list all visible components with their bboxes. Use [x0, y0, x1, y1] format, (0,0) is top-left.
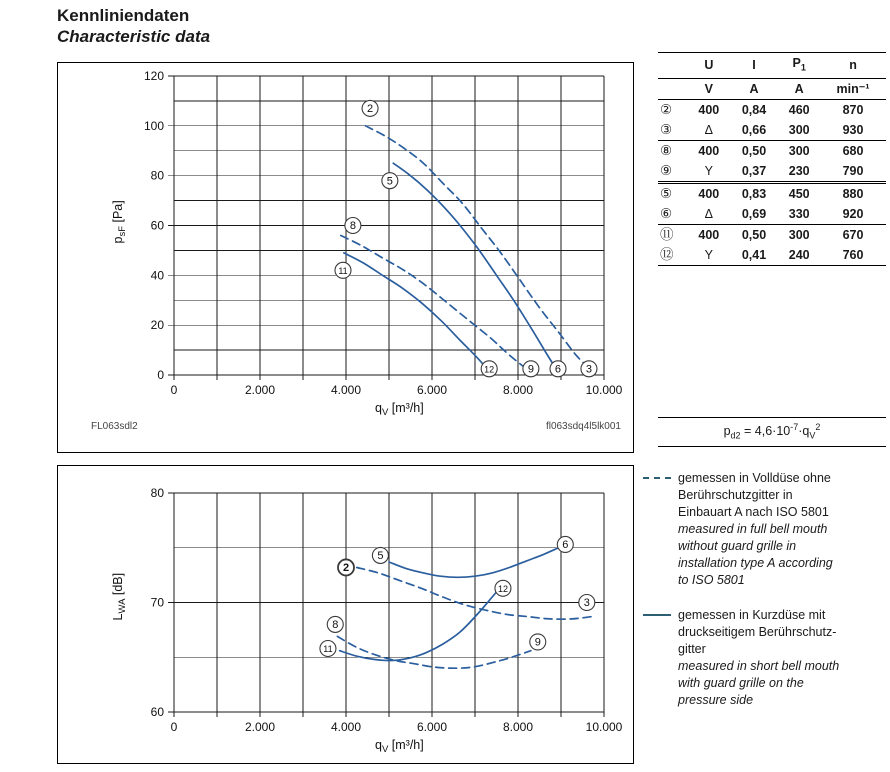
svg-text:60: 60: [150, 705, 164, 719]
legend-text-en: without guard grille in: [678, 539, 797, 553]
noise-chart: [58, 466, 633, 763]
current-value: 0,83: [741, 186, 767, 201]
table-row: [658, 204, 886, 225]
curve-11-12: [344, 253, 490, 373]
row-id: ⑧: [660, 142, 673, 158]
page-title: Kennliniendaten: [57, 6, 190, 25]
table-unit-cell: min⁻¹: [820, 78, 886, 99]
power-value: 460: [788, 102, 810, 117]
curve-labels: [320, 536, 595, 656]
curve-label-text-5: 5: [377, 550, 384, 563]
table-row: [658, 99, 886, 120]
voltage-value: 400: [698, 143, 720, 158]
svg-text:6.000: 6.000: [416, 720, 448, 734]
current-value: 0,41: [730, 245, 779, 266]
row-id: ⑥: [658, 204, 688, 225]
table-row: [658, 245, 886, 266]
chart-footer-left: FL063sdl2: [91, 421, 138, 432]
axis-tick-labels: [144, 69, 623, 397]
voltage-value: 400: [698, 186, 720, 201]
curve-label-text-6: 6: [562, 539, 569, 552]
svg-text:6.000: 6.000: [416, 383, 448, 397]
grid: [168, 493, 604, 717]
legend-text-en: installation type A according: [678, 556, 833, 570]
svg-text:20: 20: [150, 318, 164, 333]
curve-label-text-9: 9: [534, 636, 541, 649]
electrical-data-table: [658, 52, 886, 266]
legend-text-en: measured in short bell mouth: [678, 659, 840, 673]
table-row: [658, 161, 886, 183]
table-corner-cell: [658, 53, 688, 79]
speed-value: 870: [842, 102, 864, 117]
svg-text:2.000: 2.000: [244, 383, 276, 397]
voltage-value: 400: [698, 102, 720, 117]
table-row: [658, 120, 886, 141]
speed-value: 670: [842, 227, 864, 242]
svg-text:80: 80: [150, 168, 164, 183]
curve-label-text-12: 12: [497, 583, 508, 594]
x-axis-title: $q_V$ [m³/h]: [375, 738, 424, 755]
table-unit-row: [658, 78, 886, 99]
measurement-legend: [643, 470, 889, 709]
legend-text-en: to ISO 5801: [678, 573, 745, 587]
svg-text:100: 100: [143, 118, 164, 133]
speed-value: 760: [820, 245, 886, 266]
curve-label-text-3: 3: [583, 597, 590, 610]
table-corner-cell: [658, 78, 688, 99]
table-unit-cell: A: [730, 78, 779, 99]
curve-label-text-8: 8: [349, 220, 356, 233]
y-axis-title: $p_{sF}$ [Pa]: [111, 200, 128, 244]
table-header-cell: $P_1$: [778, 53, 820, 79]
page-subtitle: Characteristic data: [57, 27, 211, 46]
curve-label-text-2: 2: [342, 562, 350, 575]
table-unit-cell: A: [778, 78, 820, 99]
power-value: 330: [778, 204, 820, 225]
current-value: 0,84: [741, 102, 767, 117]
svg-text:120: 120: [143, 69, 164, 83]
table-row: [658, 224, 886, 245]
svg-text:0: 0: [170, 720, 178, 734]
table-header-cell: I: [730, 53, 779, 79]
svg-text:4.000: 4.000: [330, 383, 362, 397]
legend-text-de: druckseitigem Berührschutz-: [678, 625, 837, 639]
curve-label-text-2: 2: [367, 103, 374, 116]
table-row: [658, 182, 886, 204]
pressure-chart: [58, 63, 633, 452]
legend-text-en: with guard grille on the: [678, 676, 804, 690]
pressure-chart-box: [57, 62, 634, 453]
table-header: [658, 53, 886, 100]
table-header-cell: U: [688, 53, 730, 79]
solid-line-sample-icon: [643, 614, 671, 616]
curve-label-text-5: 5: [386, 175, 393, 188]
table-unit-cell: V: [688, 78, 730, 99]
table-symbol-row: [658, 53, 886, 79]
voltage-value: Δ: [688, 204, 730, 225]
speed-value: 880: [842, 186, 864, 201]
svg-text:8.000: 8.000: [502, 720, 534, 734]
row-id: ⑪: [660, 226, 674, 242]
curve-label-text-9: 9: [527, 363, 534, 376]
voltage-value: Y: [688, 245, 730, 266]
power-value: 300: [778, 120, 820, 141]
svg-text:40: 40: [150, 268, 164, 283]
current-value: 0,37: [730, 161, 779, 183]
legend-text-de: gitter: [678, 642, 706, 656]
svg-text:60: 60: [150, 218, 164, 233]
curve-8-9: [337, 636, 531, 668]
power-value: 300: [788, 227, 810, 242]
curve-label-text-11: 11: [338, 266, 348, 277]
curve-8-9: [341, 236, 531, 373]
axis-tick-labels: [151, 486, 623, 734]
x-axis-title: $q_V$ [m³/h]: [375, 401, 424, 418]
grid: [168, 76, 604, 380]
svg-text:0: 0: [170, 383, 178, 397]
svg-text:0: 0: [157, 368, 164, 382]
legend-text-de: gemessen in Volldüse ohne: [678, 471, 831, 485]
curve-label-text-11: 11: [323, 644, 333, 655]
table-header-cell: n: [820, 53, 886, 79]
power-value: 300: [788, 143, 810, 158]
row-id: ⑤: [660, 185, 673, 201]
svg-text:70: 70: [150, 595, 164, 610]
legend-item-solid: [643, 607, 889, 709]
power-value: 240: [778, 245, 820, 266]
current-value: 0,50: [741, 143, 767, 158]
voltage-value: Δ: [688, 120, 730, 141]
current-value: 0,50: [741, 227, 767, 242]
row-id: ②: [660, 101, 673, 117]
curve-label-text-8: 8: [332, 619, 339, 632]
curve-labels: [335, 100, 597, 376]
chart-footer-right: fl063sdq4l5lk001: [545, 421, 621, 432]
svg-text:10.000: 10.000: [585, 720, 623, 734]
legend-text-de: gemessen in Kurzdüse mit: [678, 608, 826, 622]
row-id: ③: [658, 120, 688, 141]
power-value: 450: [788, 186, 810, 201]
y-axis-title: $L_{WA}$ [dB]: [111, 572, 128, 621]
row-id: ⑫: [658, 245, 688, 266]
legend-text-de: Einbauart A nach ISO 5801: [678, 505, 829, 519]
dynamic-pressure-formula: $p_{d2} = 4,6\cdot 10^{-7}\cdot q_V^2$: [658, 417, 886, 447]
power-value: 230: [778, 161, 820, 183]
svg-text:8.000: 8.000: [502, 383, 534, 397]
legend-text-de: Berührschutzgitter in: [678, 488, 793, 502]
speed-value: 920: [820, 204, 886, 225]
current-value: 0,69: [730, 204, 779, 225]
voltage-value: Y: [688, 161, 730, 183]
dashed-line-sample-icon: [643, 477, 671, 479]
curve-label-text-6: 6: [554, 363, 562, 376]
curve-label-text-3: 3: [585, 363, 593, 376]
speed-value: 930: [820, 120, 886, 141]
table-row: [658, 140, 886, 161]
legend-text-en: measured in full bell mouth: [678, 522, 828, 536]
electrical-data-table-wrap: [658, 52, 886, 266]
current-value: 0,66: [730, 120, 779, 141]
curves: [337, 547, 591, 669]
speed-value: 790: [820, 161, 886, 183]
noise-chart-box: [57, 465, 634, 764]
svg-text:80: 80: [150, 486, 164, 500]
voltage-value: 400: [698, 227, 720, 242]
svg-text:2.000: 2.000: [244, 720, 276, 734]
speed-value: 680: [842, 143, 864, 158]
legend-text-en: pressure side: [678, 693, 754, 707]
svg-text:4.000: 4.000: [330, 720, 362, 734]
svg-text:10.000: 10.000: [585, 383, 623, 397]
row-id: ⑨: [658, 161, 688, 183]
curve-label-text-12: 12: [484, 364, 495, 375]
table-body: [658, 99, 886, 265]
legend-item-dashed: [643, 470, 889, 589]
curve-2-3: [357, 568, 591, 620]
curves: [341, 126, 593, 376]
